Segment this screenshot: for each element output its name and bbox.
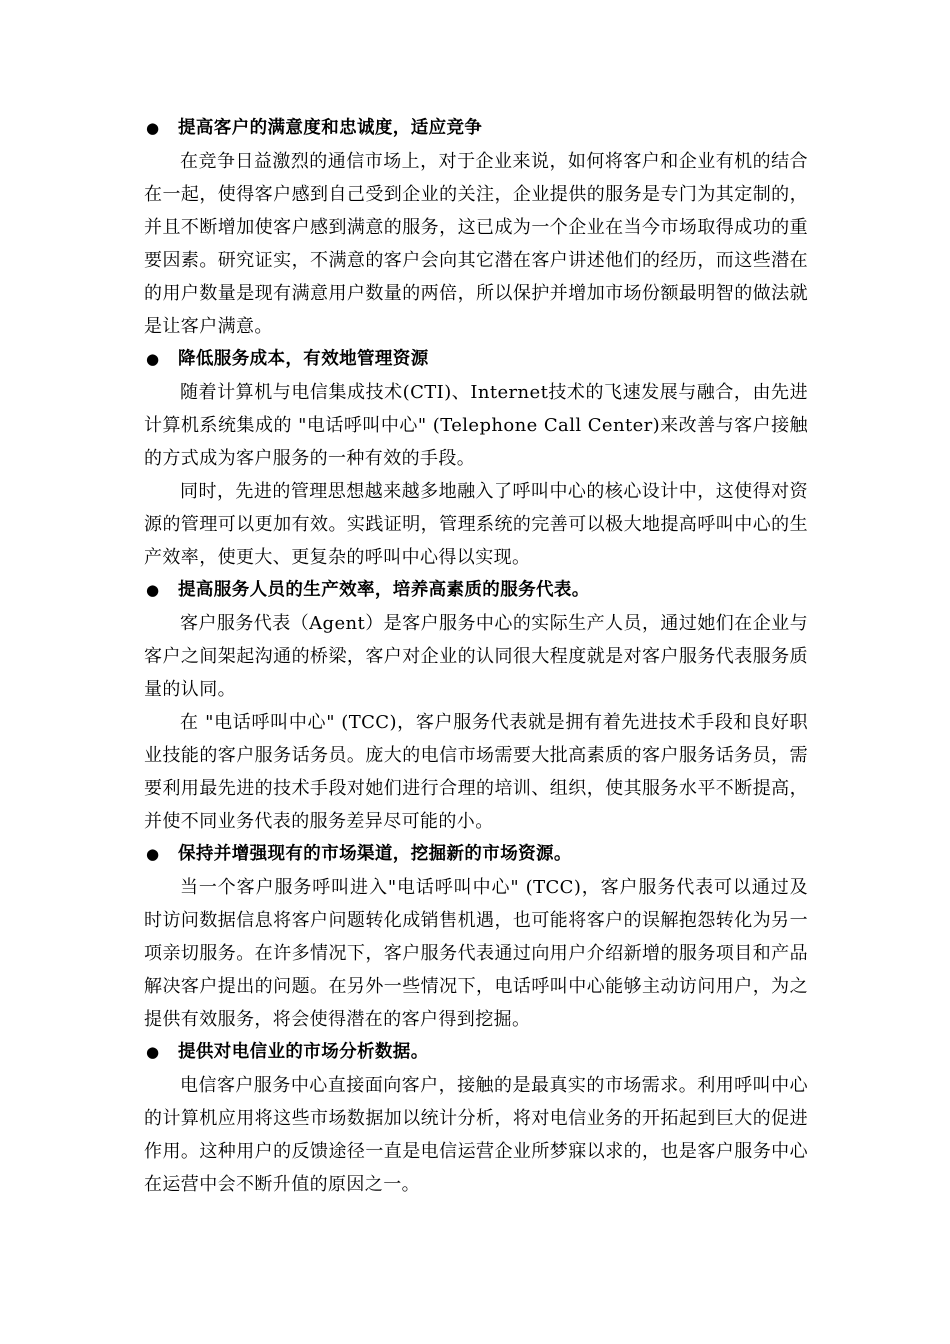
paragraph: 在 "电话呼叫中心" (TCC)，客户服务代表就是拥有着先进技术手段和良好职业技能的客户服务话务员。庞大的电信市场需要大批高素质的客户服务话务员，需要利用最先进的技术手段对她们进行合理的培训、组织，使其服务水平不断提高，并使不同业务代表的服务差异尽可能的小。 (144, 712, 808, 832)
paragraph: 电信客户服务中心直接面向客户，接触的是最真实的市场需求。利用呼叫中心的计算机应用将这些市场数据加以统计分析，将对电信业务的开拓起到巨大的促进作用。这种用户的反馈途径一直是电信运营企业所梦寐以求的，也是客户服务中心在运营中会不断升值的原因之一。 (144, 1075, 808, 1195)
heading-text: 提高客户的满意度和忠诚度，适应竞争 (178, 118, 483, 138)
bullet-icon: ● (146, 350, 160, 368)
heading-text: 提高服务人员的生产效率，培养高素质的服务代表。 (178, 580, 590, 600)
heading-text: 降低服务成本，有效地管理资源 (178, 349, 429, 369)
paragraph: 在竞争日益激烈的通信市场上，对于企业来说，如何将客户和企业有机的结合在一起，使得客户感到自己受到企业的关注，企业提供的服务是专门为其定制的，并且不断增加使客户感到满意的服务，这已成为一个企业在当今市场取得成功的重要因素。研究证实，不满意的客户会向其它潜在客户讲述他们的经历，而这些潜在的用户数量是现有满意用户数量的两倍，所以保护并增加市场份额最明智的做法就是让客户满意。 (144, 151, 808, 337)
heading-text: 提供对电信业的市场分析数据。 (178, 1042, 429, 1062)
heading-text: 保持并增强现有的市场渠道，挖掘新的市场资源。 (178, 844, 572, 864)
section-heading-cost (144, 343, 808, 376)
bullet-icon: ● (146, 845, 160, 863)
paragraph: 客户服务代表（Agent）是客户服务中心的实际生产人员，通过她们在企业与客户之间架起沟通的桥梁，客户对企业的认同很大程度就是对客户服务代表服务质量的认同。 (144, 613, 808, 700)
paragraph: 同时，先进的管理思想越来越多地融入了呼叫中心的核心设计中，这使得对资源的管理可以更加有效。实践证明，管理系统的完善可以极大地提高呼叫中心的生产效率，使更大、更复杂的呼叫中心得以实现。 (144, 481, 808, 568)
bullet-icon: ● (146, 119, 160, 137)
bullet-icon: ● (146, 581, 160, 599)
section-heading-market-analysis (144, 1036, 808, 1069)
section-heading-satisfaction (144, 112, 808, 145)
section-heading-channels (144, 838, 808, 871)
paragraph: 随着计算机与电信集成技术(CTI)、Internet技术的飞速发展与融合，由先进计算机系统集成的 "电话呼叫中心" (Telephone Call Center)来改善与客户接触的方式成为客户服务的一种有效的手段。 (144, 382, 808, 469)
document-body (144, 112, 808, 1201)
section-heading-efficiency (144, 574, 808, 607)
bullet-icon: ● (146, 1043, 160, 1061)
paragraph: 当一个客户服务呼叫进入"电话呼叫中心" (TCC)，客户服务代表可以通过及时访问数据信息将客户问题转化成销售机遇，也可能将客户的误解抱怨转化为另一项亲切服务。在许多情况下，客户服务代表通过向用户介绍新增的服务项目和产品解决客户提出的问题。在另外一些情况下，电话呼叫中心能够主动访问用户，为之提供有效服务，将会使得潜在的客户得到挖掘。 (144, 877, 808, 1030)
